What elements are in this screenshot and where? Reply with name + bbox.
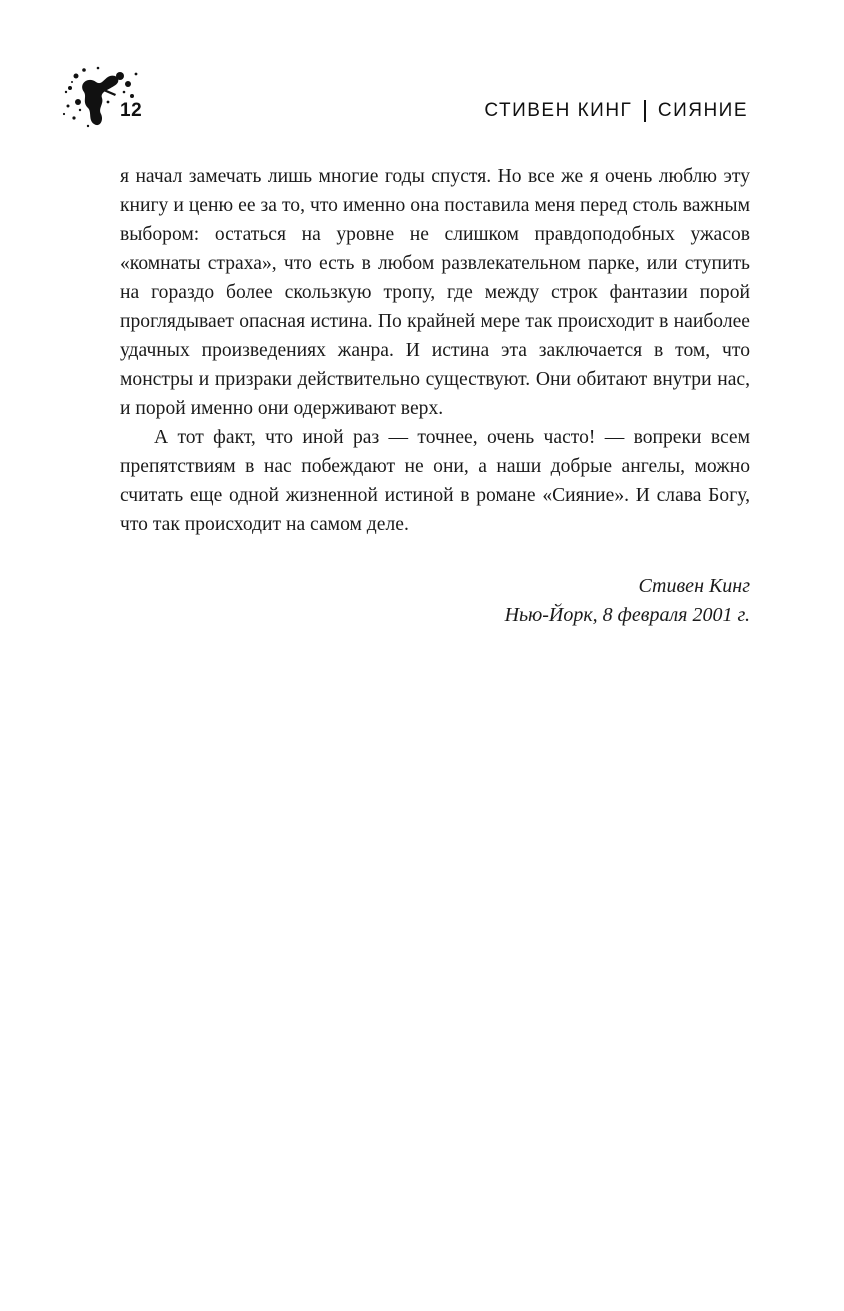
signature-place-date: Нью-Йорк, 8 февраля 2001 г. (504, 604, 750, 626)
running-head-separator (644, 100, 646, 122)
running-head-title: СИЯНИЕ (657, 100, 748, 121)
running-head-author: СТИВЕН КИНГ (484, 100, 633, 121)
running-head (484, 100, 748, 122)
body-text (120, 162, 750, 539)
signature (505, 572, 750, 630)
signature-name: Стивен Кинг (638, 575, 750, 597)
paragraph: я начал замечать лишь многие годы спустя. Но все же я очень люблю эту книгу и ценю ее за то, что именно она поставила меня перед столь важным выбором: остаться на уровне не слишком правдоподобных ужасов «комнаты страха», что есть в любом развлекательном парке, или ступить на гораздо более скользкую тропу, где между строк фантазии порой проглядывает опасная истина. По крайней мере так происходит в наиболее удачных произведениях жанра. И истина эта заключается в том, что монстры и призраки действительно существуют. Они обитают внутри нас, и порой именно они одерживают верх. (120, 166, 750, 419)
page-number: 12 (120, 100, 143, 121)
paragraph: А тот факт, что иной раз — точнее, очень часто! — вопреки всем препятствиям в нас побеждают не они, а наши добрые ангелы, можно считать еще одной жизненной истиной в романе «Сияние». И слава Богу, что так происходит на самом деле. (120, 427, 750, 535)
